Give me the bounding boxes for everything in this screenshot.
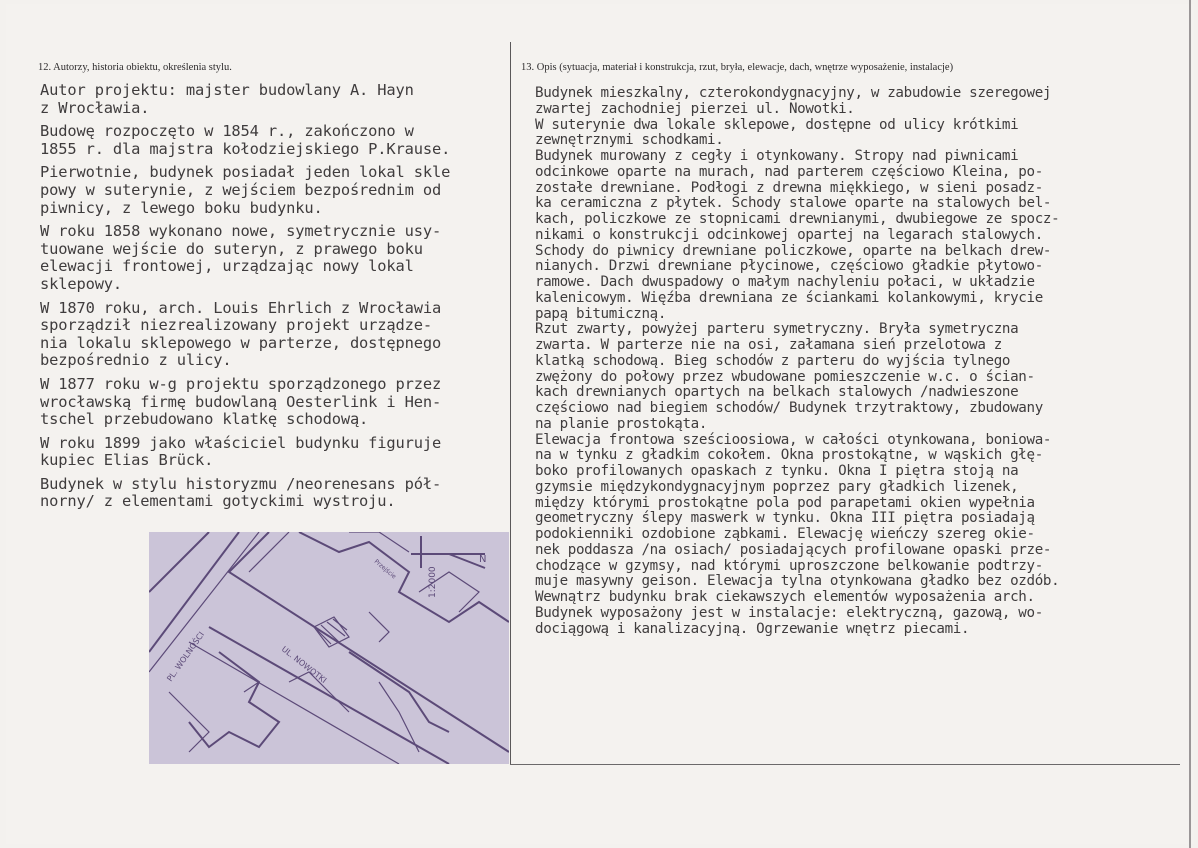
history-line: norny/ z elementami gotyckimi wystroju. <box>40 492 396 511</box>
section-13-header: 13. Opis (sytuacja, materiał i konstrukcja, rzut, bryła, elewacje, dach, wnętrze wyposażenie, instalacje) <box>521 62 954 73</box>
building-outline <box>379 682 419 752</box>
history-line: nia lokalu sklepowego w parterze, dostępnego <box>40 333 442 352</box>
history-line: tschel przebudowano klatkę schodową. <box>40 410 369 429</box>
history-line: W roku 1858 wykonano nowe, symetrycznie usy- <box>40 222 442 241</box>
building-outline <box>299 532 509 622</box>
description-line: muje masywny geison. Elewacja tylna otynkowana gładko bez ozdób. <box>535 573 1060 590</box>
description-line: zewnętrznymi schodkami. <box>535 132 724 149</box>
description-line: klatką schodową. Bieg schodów z parteru do wyjścia tylnego <box>535 352 1011 369</box>
description-line: odcinkowe oparte na murach, nad parterem częściowo Kleina, po- <box>535 163 1043 180</box>
description-line: Rzut zwarty, powyżej parteru symetryczny. Bryła symetryczna <box>535 321 1019 338</box>
description-column <box>535 86 1187 637</box>
description-line: zwarta. W parterze nie na osi, załamana sień przelotowa z <box>535 337 1002 353</box>
description-line: między którymi prostokątne pola pod parapetami okien wypełnia <box>535 494 1035 511</box>
description-line: zwartej zachodniej pierzei ul. Nowotki. <box>535 100 855 117</box>
description-line: gzymsie międzykondygnacyjnym poprzez pary gładkich lizenek, <box>535 478 1019 495</box>
description-line: Budynek murowany z cegły i otynkowany. Stropy nad piwnicami <box>535 148 1019 164</box>
description-line: zostałe drewniane. Podłogi z drewna miękkiego, w sieni posadz- <box>535 179 1043 196</box>
description-line: kalenicowym. Więźba drewniana ze ściankami kolankowymi, krycie <box>535 289 1043 306</box>
history-line: Budowę rozpoczęto w 1854 r., zakończono w <box>40 122 414 141</box>
history-paragraph <box>40 435 510 470</box>
history-paragraph <box>40 476 510 511</box>
description-line: ramowe. Dach dwuspadowy o małym nachyleniu połaci, w układzie <box>535 274 1035 290</box>
history-paragraph <box>40 164 510 217</box>
description-line: podokienniki ozdobione ząbkami. Elewację wieńczy szereg okie- <box>535 526 1035 542</box>
history-line: Budynek w stylu historyzmu /neorenesans pół- <box>40 474 442 493</box>
history-line: tuowane wejście do suteryn, z prawego boku <box>40 239 423 258</box>
history-line: piwnicy, z lewego boku budynku. <box>40 198 323 217</box>
history-paragraph <box>40 300 510 370</box>
bottom-rule <box>510 764 1180 765</box>
description-line: geometryczny ślepy maswerk w tynku. Okna III piętra posiadają <box>535 510 1035 527</box>
history-line: W 1877 roku w-g projektu sporządzonego przez <box>40 374 442 393</box>
description-line: kach drewnianych opartych na belkach stalowych /nadwieszone <box>535 384 1019 401</box>
description-line: Budynek wyposażony jest w instalacje: elektryczną, gazową, wo- <box>535 604 1043 621</box>
section-12-header: 12. Autorzy, historia obiektu, określenia stylu. <box>38 62 232 73</box>
description-line: W suterynie dwa lokale sklepowe, dostępne od ulicy krótkimi <box>535 116 1019 133</box>
history-line: kupiec Elias Brück. <box>40 451 214 470</box>
history-line: z Wrocławia. <box>40 98 150 117</box>
scale-label: 1:2000 <box>428 566 438 598</box>
description-line: na w tynku z gładkim cokołem. Okna prostokątne, w wąskich głę- <box>535 447 1043 464</box>
history-paragraph <box>40 123 510 158</box>
street-label-wolnosci: PL. WOLNOŚCI <box>165 630 207 684</box>
history-line: elewacji frontowej, urządzając nowy lokal <box>40 257 414 276</box>
description-line: Schody do piwnicy drewniane policzkowe, oparte na belkach drew- <box>535 242 1052 259</box>
description-line: nek poddasza /na osiach/ posiadających profilowane opaski prze- <box>535 541 1052 558</box>
column-divider <box>510 42 511 764</box>
description-line: częściowo nad biegiem schodów/ Budynek trzytraktowy, zbudowany <box>535 400 1043 416</box>
history-line: W roku 1899 jako właściciel budynku figuruje <box>40 433 442 452</box>
building-outline <box>189 652 279 747</box>
history-line: Autor projektu: majster budowlany A. Hayn <box>40 81 414 99</box>
description-line: papą bitumiczną. <box>535 305 667 322</box>
history-line: W 1870 roku, arch. Louis Ehrlich z Wrocławia <box>40 298 442 317</box>
description-line: kach, policzkowe ze stopnicami drewnianymi, dwubiegowe ze spocz- <box>535 211 1060 227</box>
site-map <box>149 532 509 764</box>
description-line: nianych. Drzwi drewniane płycinowe, częściowo gładkie płytowo- <box>535 258 1043 275</box>
description-line: ka ceramiczna z płytek. Schody stalowe oparte na stalowych bel- <box>535 195 1052 212</box>
street-label-nowotki: UL. NOWOTKI <box>279 644 329 686</box>
building-outline <box>349 652 449 732</box>
description-line: boko profilowanych opaskach z tynku. Okna I piętra stoją na <box>535 463 1019 479</box>
history-paragraph <box>40 376 510 429</box>
building-outline <box>369 612 389 642</box>
description-line: na planie prostokąta. <box>535 415 708 432</box>
site-map-drawing <box>149 532 509 764</box>
history-line: Pierwotnie, budynek posiadał jeden lokal skle <box>40 163 451 182</box>
description-line: Budynek mieszkalny, czterokondygnacyjny, w zabudowie szeregowej <box>535 85 1052 101</box>
description-line: zwężony do połowy przez wbudowane pomieszczenie w.c. o ścian- <box>535 368 1035 385</box>
card-edge <box>1189 0 1191 848</box>
description-line: chodzące w gzymsy, nad którymi uproszczone belkowanie podtrzy- <box>535 557 1043 574</box>
history-line: sklepowy. <box>40 274 123 293</box>
highlighted-parcel <box>314 617 349 647</box>
description-line: Elewacja frontowa sześcioosiowa, w całości otynkowana, boniowa- <box>535 431 1052 448</box>
map-annotation: Przejście <box>372 558 398 581</box>
history-line: bezpośrednio z ulicy. <box>40 351 232 370</box>
history-paragraph <box>40 223 510 293</box>
description-line: Wewnątrz budynku brak ciekawszych elementów wyposażenia arch. <box>535 589 1035 605</box>
history-line: wrocławską firmę budowlaną Oesterlink i Hen- <box>40 392 442 411</box>
history-line: sporządził niezrealizowany projekt urządze- <box>40 316 432 335</box>
north-arrow-icon <box>411 536 485 568</box>
street-edge <box>149 532 239 652</box>
description-line: dociągową i kanalizacyjną. Ogrzewanie wnętrz piecami. <box>535 620 970 637</box>
history-line: 1855 r. dla majstra kołodziejskiego P.Krause. <box>40 139 451 158</box>
north-label: N <box>479 554 487 565</box>
history-column <box>40 82 510 517</box>
description-line: nikami o konstrukcji odcinkowej opartej na legarach stalowych. <box>535 226 1043 243</box>
history-paragraph <box>40 82 510 117</box>
history-line: powy w suterynie, z wejściem bezpośrednim od <box>40 180 442 199</box>
